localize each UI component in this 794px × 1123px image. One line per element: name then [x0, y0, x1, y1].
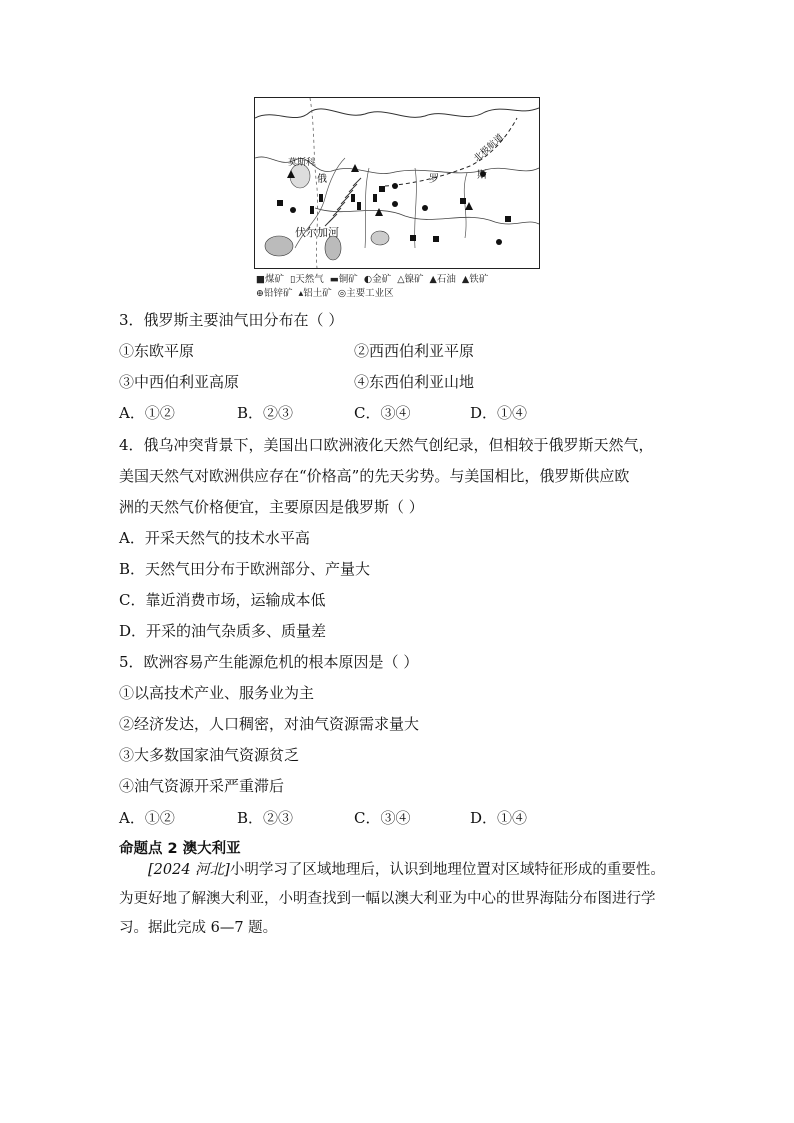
oil-legend: ▲石油: [429, 274, 456, 285]
map-svg: [255, 98, 539, 268]
label-volga: 伏尔加河: [295, 226, 339, 239]
map-legend-row2: [256, 287, 556, 300]
q3-choice-a: A．①②: [119, 404, 175, 422]
industrial-zone: [371, 231, 389, 245]
bauxite-legend: ▴铝土矿: [298, 288, 332, 299]
gold-legend: ◐金矿: [363, 274, 392, 285]
label-si: 斯: [477, 170, 487, 181]
q4-choice-a: A．开采天然气的技术水平高: [119, 529, 310, 547]
q3-choice-b: B．②③: [237, 404, 294, 422]
q4-choice-d: D．开采的油气杂质多、质量差: [119, 622, 327, 640]
q3-statement-3: ③中西伯利亚高原: [119, 373, 240, 391]
section-intro-text: 小明学习了区域地理后，认识到地理位置对区域特征形成的重要性。为更好地了解澳大利亚，小明查找到一幅以澳大利亚为中心的世界海陆分布图进行学习。据此完成 6—7 题。: [119, 862, 665, 936]
q4-choice-b: B．天然气田分布于欧洲部分、产量大: [119, 560, 371, 578]
q5-statement-1: ①以高技术产业、服务业为主: [119, 684, 315, 702]
q5-choice-c: C．③④: [354, 809, 411, 827]
q5-statement-3: ③大多数国家油气资源贫乏: [119, 746, 300, 764]
industrial-legend: ◎主要工业区: [337, 288, 394, 299]
q5-choice-a: A．①②: [119, 809, 175, 827]
copper-legend: ▬铜矿: [329, 274, 358, 285]
section-intro: [119, 856, 679, 943]
q4-stem-line3: 洲的天然气价格便宜，主要原因是俄罗斯（ ）: [119, 498, 424, 516]
label-moscow: 莫斯科: [288, 158, 316, 168]
ural-mountains: [325, 178, 361, 226]
coastline: [255, 108, 539, 118]
label-e: 俄: [317, 174, 327, 185]
iron-legend: ▲铁矿: [461, 274, 489, 285]
coal-legend: ■煤矿: [256, 274, 284, 285]
ob-river: [365, 168, 369, 248]
q3-stem: 3．俄罗斯主要油气田分布在（ ）: [119, 311, 344, 329]
label-arctic-route: 北极航道: [472, 132, 506, 165]
q5-choice-b: B．②③: [237, 809, 294, 827]
q5-statement-2: ②经济发达，人口稠密，对油气资源需求量大: [119, 715, 420, 733]
q5-statement-4: ④油气资源开采严重滞后: [119, 777, 285, 795]
q3-statement-1: ①东欧平原: [119, 342, 195, 360]
q3-choice-c: C．③④: [354, 404, 411, 422]
map-legend-row1: [256, 273, 556, 286]
section-heading: 命题点 2 澳大利亚: [119, 841, 241, 857]
label-luo: 罗: [429, 174, 439, 185]
q5-stem: 5．欧洲容易产生能源危机的根本原因是（ ）: [119, 653, 419, 671]
nickel-legend: △镍矿: [397, 274, 424, 285]
q3-choice-d: D．①④: [470, 404, 528, 422]
russia-resource-map: [254, 97, 540, 269]
q4-stem-line2: 美国天然气对欧洲供应存在“价格高”的先天劣势。与美国相比，俄罗斯供应欧: [119, 467, 630, 485]
gas-legend: ▯天然气: [290, 274, 324, 285]
q4-stem-line1: 4．俄乌冲突背景下，美国出口欧洲液化天然气创纪录，但相较于俄罗斯天然气，: [119, 436, 654, 454]
black-sea: [265, 236, 293, 256]
q5-choice-d: D．①④: [470, 809, 528, 827]
q3-statement-2: ②西西伯利亚平原: [354, 342, 475, 360]
source-tag: [2024 河北]: [148, 862, 230, 878]
caspian-sea: [325, 236, 341, 260]
q3-statement-4: ④东西伯利亚山地: [354, 373, 475, 391]
lena-river: [464, 173, 467, 238]
arctic-route-line: [385, 118, 517, 186]
leadzinc-legend: ⊕铅锌矿: [256, 288, 293, 299]
q4-choice-c: C．靠近消费市场，运输成本低: [119, 591, 326, 609]
